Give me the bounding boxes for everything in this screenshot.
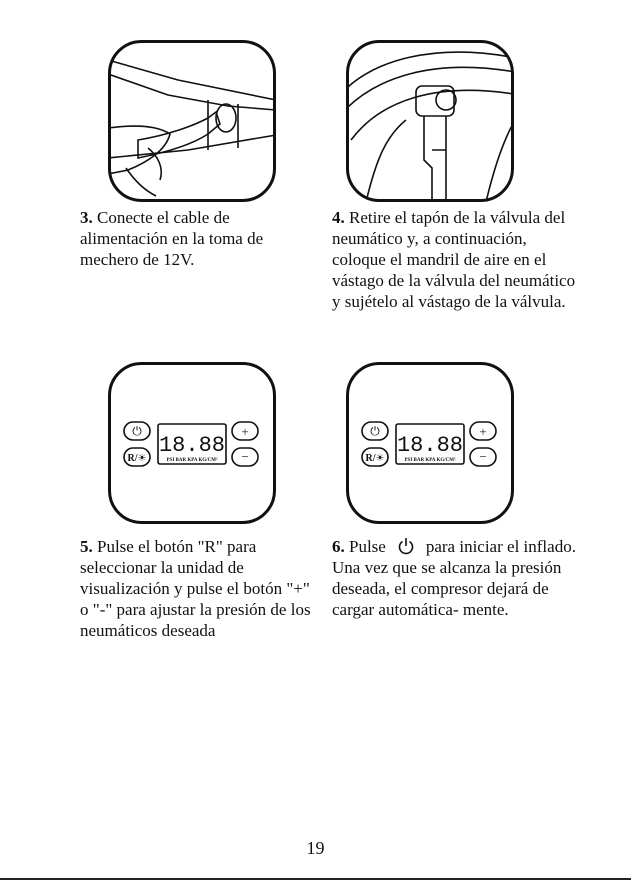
step-4-number: 4. <box>332 208 345 227</box>
power-icon <box>396 537 416 555</box>
step-5-number: 5. <box>80 537 93 556</box>
step-3-number: 3. <box>80 208 93 227</box>
svg-text:−: − <box>241 449 249 464</box>
svg-text:R/☀: R/☀ <box>127 453 147 464</box>
step-6-text <box>332 536 576 620</box>
svg-text:R/☀: R/☀ <box>365 453 385 464</box>
step-4-text <box>332 207 582 312</box>
illustration-control-panel-6 <box>346 362 514 524</box>
step-5-body: Pulse el botón "R" para seleccionar la unidad de visualización y pulse el botón "+" o "-" para ajustar la presión de los neumáticos deseada <box>80 537 311 640</box>
bottom-rule <box>0 878 631 880</box>
step-3-text <box>80 207 300 270</box>
step-6-body-after: para iniciar el inflado. Una vez que se alcanza la presión deseada, el compresor dejará de cargar automática- mente. <box>332 537 576 619</box>
svg-text:+: + <box>241 424 249 439</box>
step-3-body: Conecte el cable de alimentación en la toma de mechero de 12V. <box>80 208 264 269</box>
page-number: 19 <box>306 838 325 858</box>
svg-text:18.88: 18.88 <box>396 433 464 458</box>
svg-text:⏻: ⏻ <box>370 424 380 438</box>
svg-text:−: − <box>479 449 487 464</box>
step-6-number: 6. <box>332 537 345 556</box>
svg-text:PSI BAR KPA KG/CM²: PSI BAR KPA KG/CM² <box>166 458 218 463</box>
svg-text:PSI BAR KPA KG/CM²: PSI BAR KPA KG/CM² <box>404 458 456 463</box>
step-4-body: Retire el tapón de la válvula del neumático y, a continuación, coloque el mandril de aire en el vástago de la válvula del neumático y sujételo al vástago de la válvula. <box>332 208 576 311</box>
step-6-body-before: Pulse <box>344 537 386 556</box>
step-5-text <box>80 536 312 641</box>
svg-text:⏻: ⏻ <box>132 424 142 438</box>
illustration-control-panel-5 <box>108 362 276 524</box>
illustration-plug-socket <box>108 40 276 202</box>
svg-text:+: + <box>479 424 487 439</box>
display-digits: 18.88 <box>158 433 226 458</box>
illustration-valve-stem <box>346 40 514 202</box>
